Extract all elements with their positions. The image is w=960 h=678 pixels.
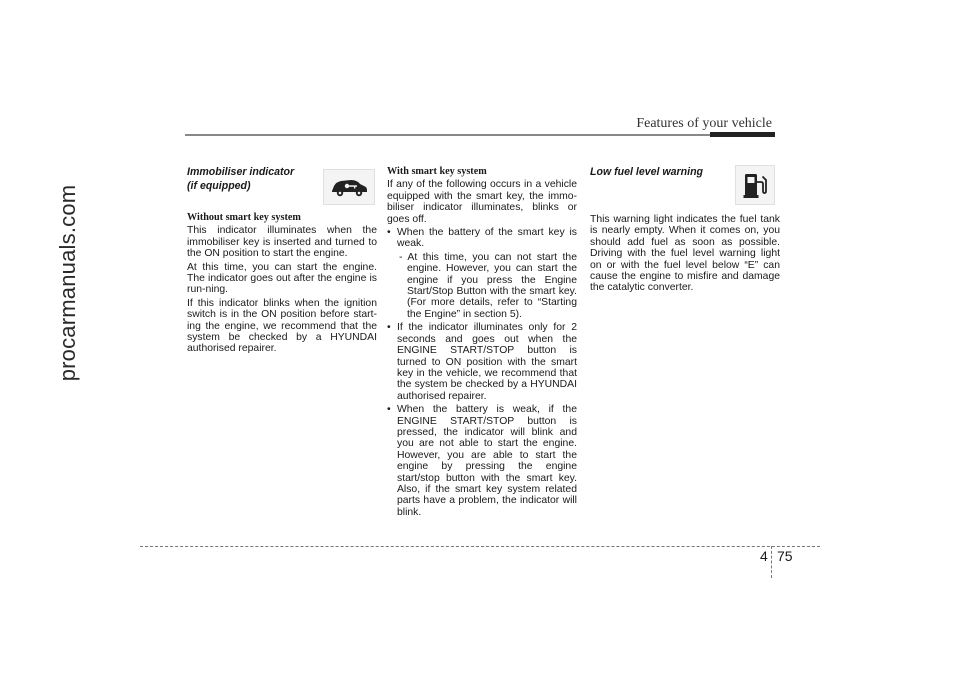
immobiliser-title-qualifier: (if equipped) xyxy=(187,180,251,192)
footer-rule xyxy=(140,546,820,547)
with-smart-key-heading: With smart key system xyxy=(387,166,487,177)
section-title: Features of your vehicle xyxy=(636,116,772,131)
watermark: procarmanuals.com xyxy=(55,184,80,382)
list-item: • When the battery is weak, if the ENGINE START/STOP button is pressed, the indicator will blink and you are not able to start the engine. However, you are able to start the engine by pressing the engine start/stop button with the smart key. Also, if the smart key system related parts have a problem, the indicator will blink. xyxy=(387,404,577,518)
list-item: • If the indicator illuminates only for 2 seconds and goes out when the ENGINE START/STOP button is turned to ON position with the smart key in the vehicle, we recommend that the system be checked by a HYUNDAI authorised repairer. xyxy=(387,322,577,402)
sub-item: - At this time, you can not start the engine. However, you can start the engine if you press the Engine Start/Stop Button with the smart key. (For more details, refer to “Starting the Engine” in section 5). xyxy=(399,251,577,320)
paragraph: This indicator illuminates when the immobiliser key is inserted and turned to the ON position to start the engine. xyxy=(187,225,377,260)
paragraph: This warning light indicates the fuel tank is nearly empty. When it comes on, you should add fuel as soon as possible. Driving with the fuel level warning light on or with the fuel level below “E” can cause the engine to misfire and damage the catalytic converter. xyxy=(590,214,780,294)
paragraph: If this indicator blinks when the ignition switch is in the ON position before start-ing the engine, we recommend that the system be checked by a HYUNDAI authorised repairer. xyxy=(187,297,377,355)
list-item: • When the battery of the smart key is weak. - At this time, you can not start the engine. However, you can start the engine if you press the Engine Start/Stop Button with the smart key. (For more details, refer to “Starting the Engine” in section 5). xyxy=(387,227,577,320)
footer-separator xyxy=(771,546,772,578)
fuel-pump-icon xyxy=(735,165,775,205)
paragraph: At this time, you can start the engine. The indicator goes out after the engine is run-ning. xyxy=(187,261,377,296)
immobiliser-title: Immobiliser indicator xyxy=(187,166,295,178)
header-rule xyxy=(185,134,775,136)
chapter-number: 4 xyxy=(760,548,768,564)
header-rule-accent xyxy=(710,132,775,137)
column-smart-key xyxy=(387,166,577,520)
paragraph: If any of the following occurs in a vehicle equipped with the smart key, the immo-biliser indicator illuminates, blinks or goes off. xyxy=(387,179,577,225)
low-fuel-title: Low fuel level warning xyxy=(590,166,704,178)
page-number: 75 xyxy=(777,548,793,564)
without-smart-key-heading: Without smart key system xyxy=(187,212,301,223)
immobiliser-car-key-icon xyxy=(323,169,375,205)
condition-list xyxy=(387,227,577,518)
